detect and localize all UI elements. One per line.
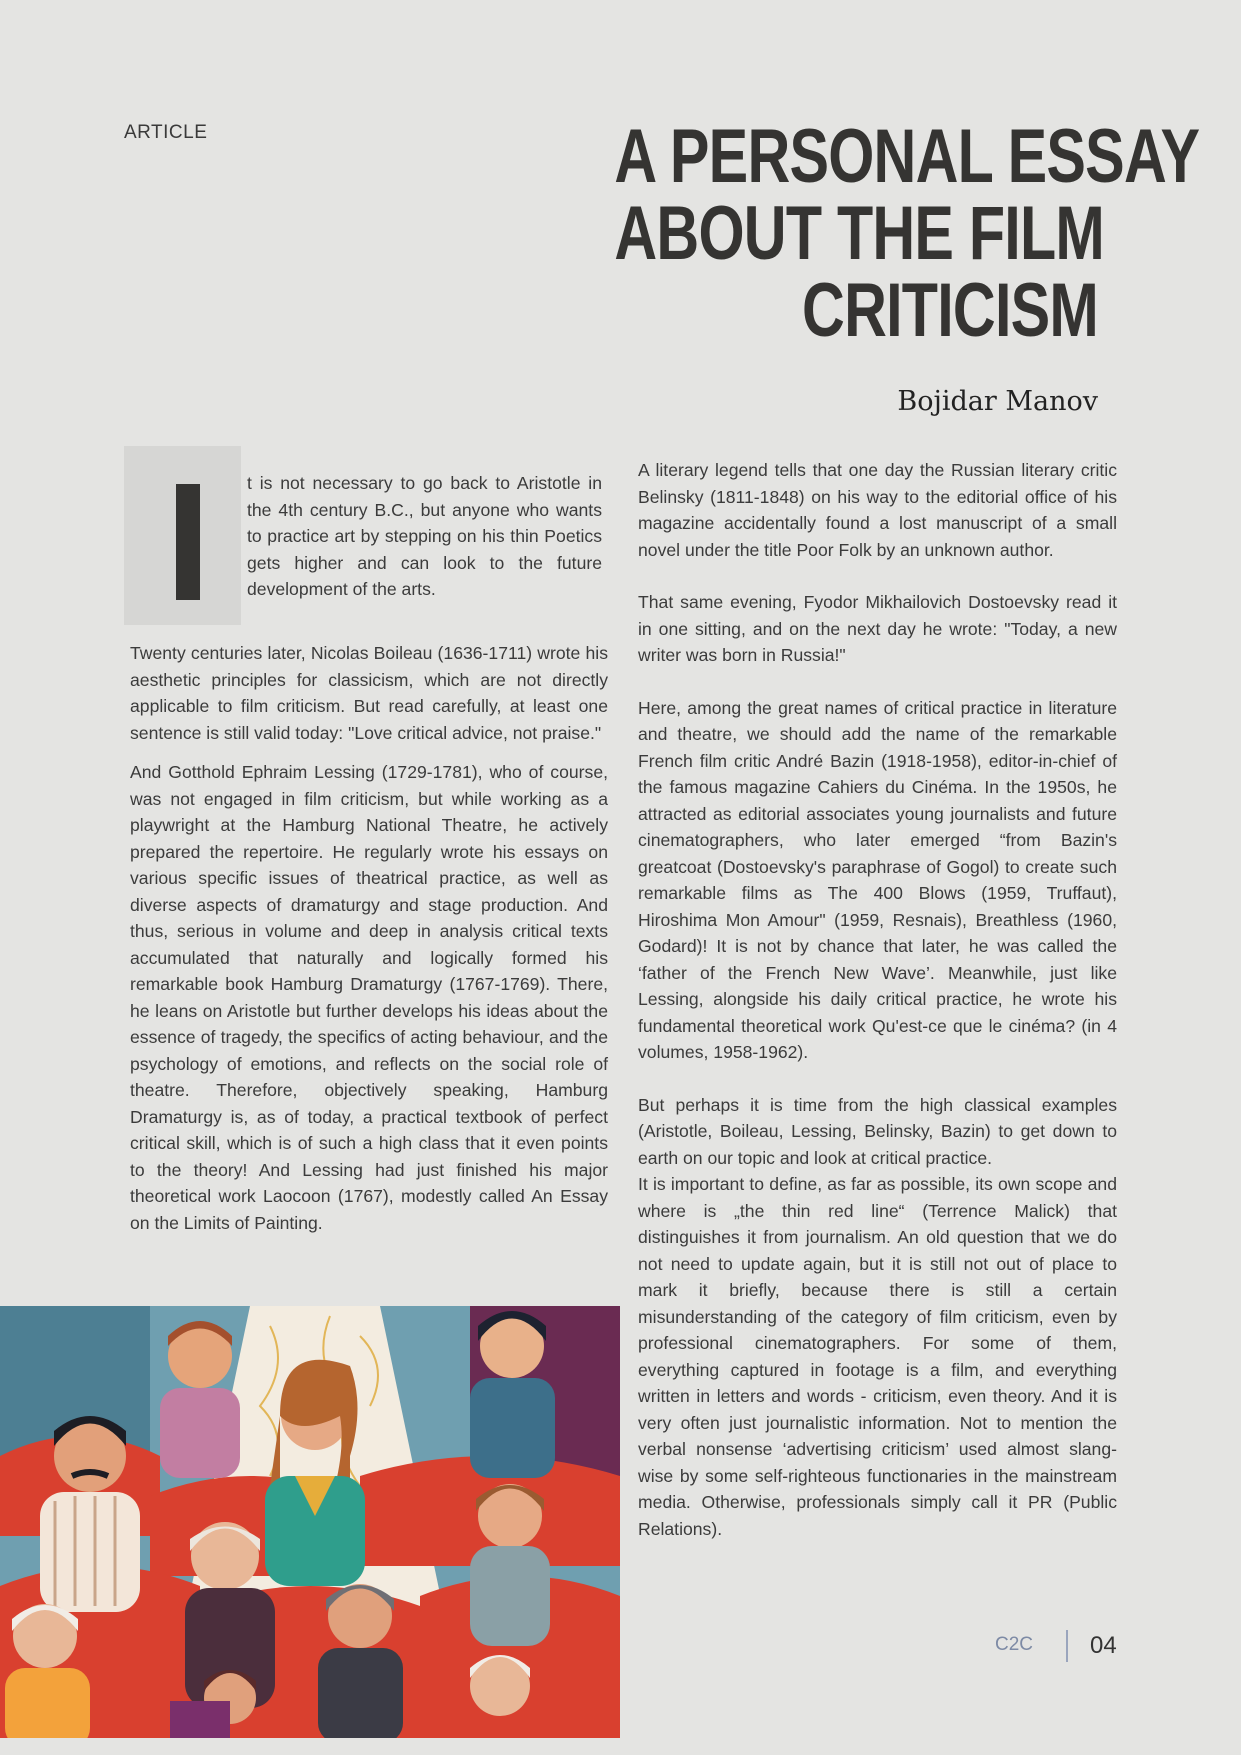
drop-cap-glyph (176, 484, 200, 600)
section-label: ARTICLE (124, 122, 208, 143)
page-number: 04 (1090, 1632, 1117, 1659)
footer-magazine-name: C2C (995, 1634, 1034, 1655)
footer-divider (1066, 1630, 1068, 1662)
right-paragraph-2: That same evening, Fyodor Mikhailovich Dostoevsky read it in one sitting, and on the next day he wrote: "Today, a new writer was born in Russia!" (638, 592, 1117, 665)
left-paragraph-2: And Gotthold Ephraim Lessing (1729-1781), who of course, was not engaged in film criticism, but while working as a playwright at the Hamburg National Theatre, he actively prepared the repertoire. He regularly wrote his essays on various specific issues of theatrical practice, as well as diverse aspects of dramaturgy and stage production. And thus, serious in volume and deep in analysis critical texts accumulated that naturally and logically formed his remarkable book Hamburg Dramaturgy (1767-1769). There, he leans on Aristotle but further develops his ideas about the essence of tragedy, the specifics of acting behaviour, and the psychology of emotions, and reflects on the social role of theatre. Therefore, objectively speaking, Hamburg Dramaturgy is, as of today, a practical textbook of perfect critical skill, which is of such a high class that it even points to the theory! And Lessing had just finished his major theoretical work Laocoon (1767), modestly called An Essay on the Limits of Painting. (130, 762, 608, 1233)
right-paragraph-3: Here, among the great names of critical practice in literature and theatre, we should add the name of the remarkable French film critic André Bazin (1918-1958), editor-in-chief of the famous magazine Cahiers du Cinéma. In the 1950s, he attracted as editorial associates young journalists and future cinematographers, who later emerged “from Bazin's greatcoat (Dostoevsky's paraphrase of Gogol) to create such remarkable films as The 400 Blows (1959, Truffaut), Hiroshima Mon Amour" (1959, Resnais), Breathless (1960, Godard)! It is not by chance that later, he was called the ‘father of the French New Wave’. Meanwhile, just like Lessing, alongside his daily critical practice, he wrote his fundamental theoretical work Qu'est-ce que le cinéma? (in 4 volumes, 1958-1962). (638, 697, 1117, 1062)
intro-text: t is not necessary to go back to Aristotle in the 4th century B.C., but anyone who wants to practice art by stepping on his thin Poetics gets higher and can look to the future development of the arts. (247, 473, 602, 599)
author-byline: Bojidar Manov (897, 386, 1098, 417)
left-paragraph-1: Twenty centuries later, Nicolas Boileau (1636-1711) wrote his aesthetic principles for classicism, which are not directly applicable to film criticism. But read carefully, at least one sentence is still valid today: "Love critical advice, not praise." (130, 643, 608, 743)
right-paragraph-4: But perhaps it is time from the high classical examples (Aristotle, Boileau, Lessing, Belinsky, Bazin) to get down to earth on our topic and look at critical practice. (638, 1094, 1117, 1168)
left-column (130, 640, 608, 1236)
intro-paragraph (247, 470, 602, 603)
title-line-1: A PERSONAL ESSAY (614, 114, 1200, 199)
drop-cap-letter (124, 446, 125, 447)
right-column (638, 457, 1117, 1542)
cinema-audience-illustration (0, 1306, 620, 1738)
title-line-3: CRITICISM (802, 268, 1098, 353)
audience-illustration (0, 1306, 620, 1738)
article-title (614, 114, 1200, 353)
right-paragraph-1: A literary legend tells that one day the Russian literary critic Belinsky (1811-1848) on his way to the editorial office of his magazine accidentally found a lost manuscript of a small novel under the title Poor Folk by an unknown author. (638, 460, 1117, 560)
title-line-2: ABOUT THE FILM (614, 191, 1105, 276)
right-paragraph-5: It is important to define, as far as possible, its own scope and where is „the thin red line“ (Terrence Malick) that distinguishes it from journalism. An old question that we do not need to update again, but it is still not out of place to mark it briefly, because there is still a certain misunderstanding of the category of film criticism, even by professional cinematographers. For some of them, everything captured in footage is a film, and everything written in letters and words - criticism, even theory. And it is very often just journalistic information. Not to mention the verbal nonsense ‘advertising criticism’ used almost slang-wise by some self-righteous functionaries in the mainstream media. Otherwise, professionals simply call it PR (Public Relations). (638, 1174, 1117, 1539)
drop-cap (124, 446, 241, 625)
